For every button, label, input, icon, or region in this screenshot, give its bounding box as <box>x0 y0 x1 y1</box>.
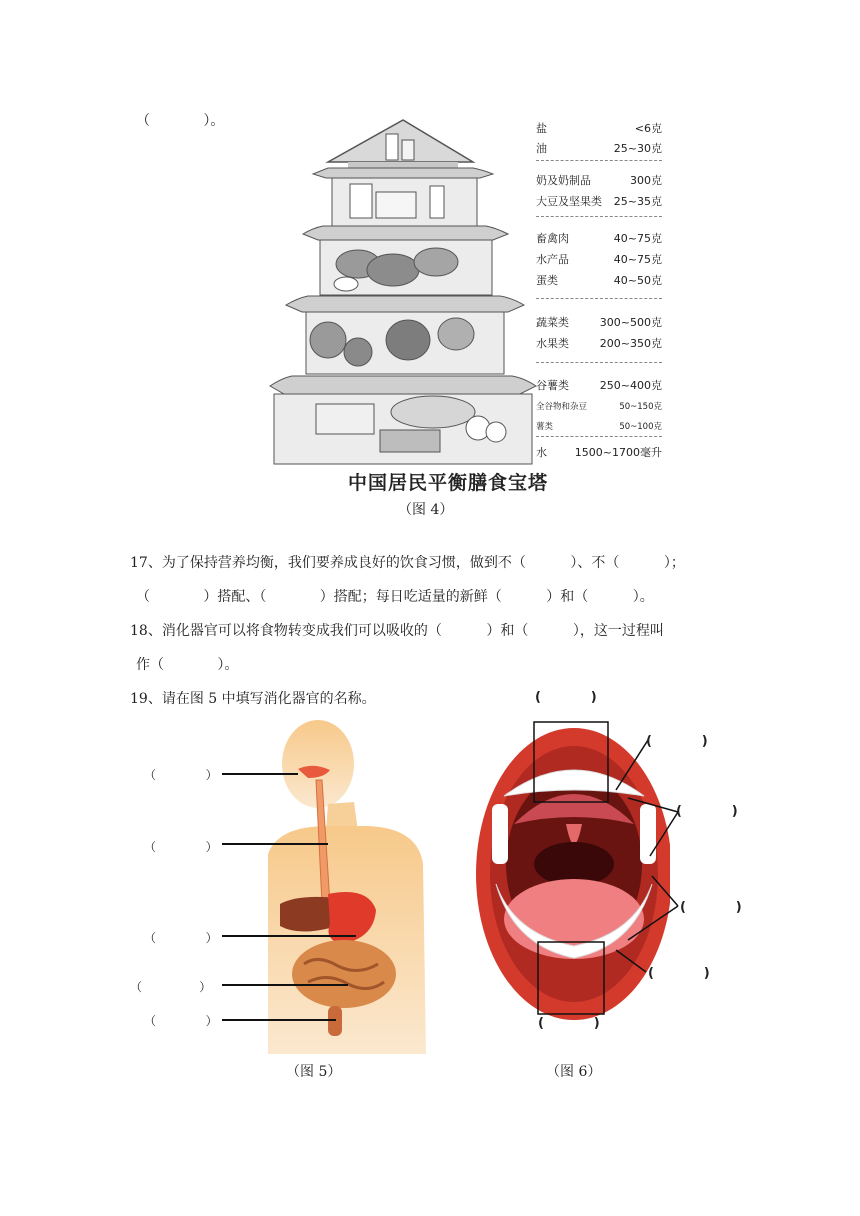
row-value: 40~50克 <box>613 274 662 287</box>
fig5-blank-3[interactable]: （ ） <box>144 931 218 945</box>
row-name: 蛋类 <box>536 274 558 287</box>
row-value: 50~100克 <box>619 422 662 432</box>
row-divider <box>536 298 662 299</box>
row-name: 蔬菜类 <box>536 316 569 329</box>
row-name: 全谷物和杂豆 <box>536 402 588 412</box>
fig6-blank-3[interactable]: ( ) <box>680 900 742 915</box>
row-name: 水 <box>536 446 547 459</box>
row-name: 水果类 <box>536 337 569 350</box>
q16-blank: （ ）。 <box>136 113 225 129</box>
q17-line2: （ ）搭配、（ ）搭配；每日吃适量的新鲜（ ）和（ ）。 <box>136 589 654 605</box>
q18-line2: 作（ ）。 <box>136 657 239 673</box>
fig5-leader-lines <box>220 760 380 1030</box>
q19-text: 19、请在图 5 中填写消化器官的名称。 <box>130 691 376 707</box>
row-divider <box>536 362 662 363</box>
row-divider <box>536 160 662 161</box>
fig5-blank-1[interactable]: （ ） <box>144 768 218 782</box>
fig6-blank-2[interactable]: ( ) <box>676 804 738 819</box>
row-name: 谷薯类 <box>536 379 569 392</box>
row-name: 水产品 <box>536 253 569 266</box>
row-value: 300克 <box>630 174 662 187</box>
fig4-caption: （图 4） <box>398 502 454 518</box>
fig5-caption: （图 5） <box>286 1064 342 1080</box>
row-name: 奶及奶制品 <box>536 174 591 187</box>
q17-line1: 17、为了保持营养均衡，我们要养成良好的饮食习惯，做到不（ ）、不（ ）； <box>130 555 685 571</box>
row-divider <box>536 436 662 437</box>
row-value: 25~35克 <box>613 195 662 208</box>
fig6-blank-1[interactable]: ( ) <box>646 734 708 749</box>
food-pyramid-figure <box>268 112 670 498</box>
row-value: 40~75克 <box>613 253 662 266</box>
row-value: 25~30克 <box>613 142 662 155</box>
row-name: 大豆及坚果类 <box>536 195 602 208</box>
fig5-blank-2[interactable]: （ ） <box>144 840 218 854</box>
row-value: 50~150克 <box>619 402 662 412</box>
row-value: <6克 <box>634 122 662 135</box>
fig6-blank-4[interactable]: ( ) <box>648 966 710 981</box>
fig5-blank-4[interactable]: （ ） <box>130 980 212 994</box>
row-value: 300~500克 <box>599 316 662 329</box>
pyramid-table <box>536 116 662 466</box>
row-value: 250~400克 <box>599 379 662 392</box>
row-value: 40~75克 <box>613 232 662 245</box>
fig5-blank-5[interactable]: （ ） <box>144 1014 218 1028</box>
row-name: 油 <box>536 142 547 155</box>
row-value: 1500~1700毫升 <box>574 446 662 459</box>
pyramid-title: 中国居民平衡膳食宝塔 <box>348 472 549 494</box>
row-name: 畜禽肉 <box>536 232 569 245</box>
row-name: 薯类 <box>536 422 554 432</box>
fig6-blank-bottom[interactable]: ( ) <box>538 1016 600 1031</box>
fig6-caption: （图 6） <box>546 1064 602 1080</box>
fig6-leader-lines <box>600 730 690 990</box>
q18-line1: 18、消化器官可以将食物转变成我们可以吸收的（ ）和（ ），这一过程叫 <box>130 623 664 639</box>
row-name: 盐 <box>536 122 547 135</box>
row-divider <box>536 216 662 217</box>
row-value: 200~350克 <box>599 337 662 350</box>
fig6-blank-top[interactable]: ( ) <box>535 690 597 705</box>
